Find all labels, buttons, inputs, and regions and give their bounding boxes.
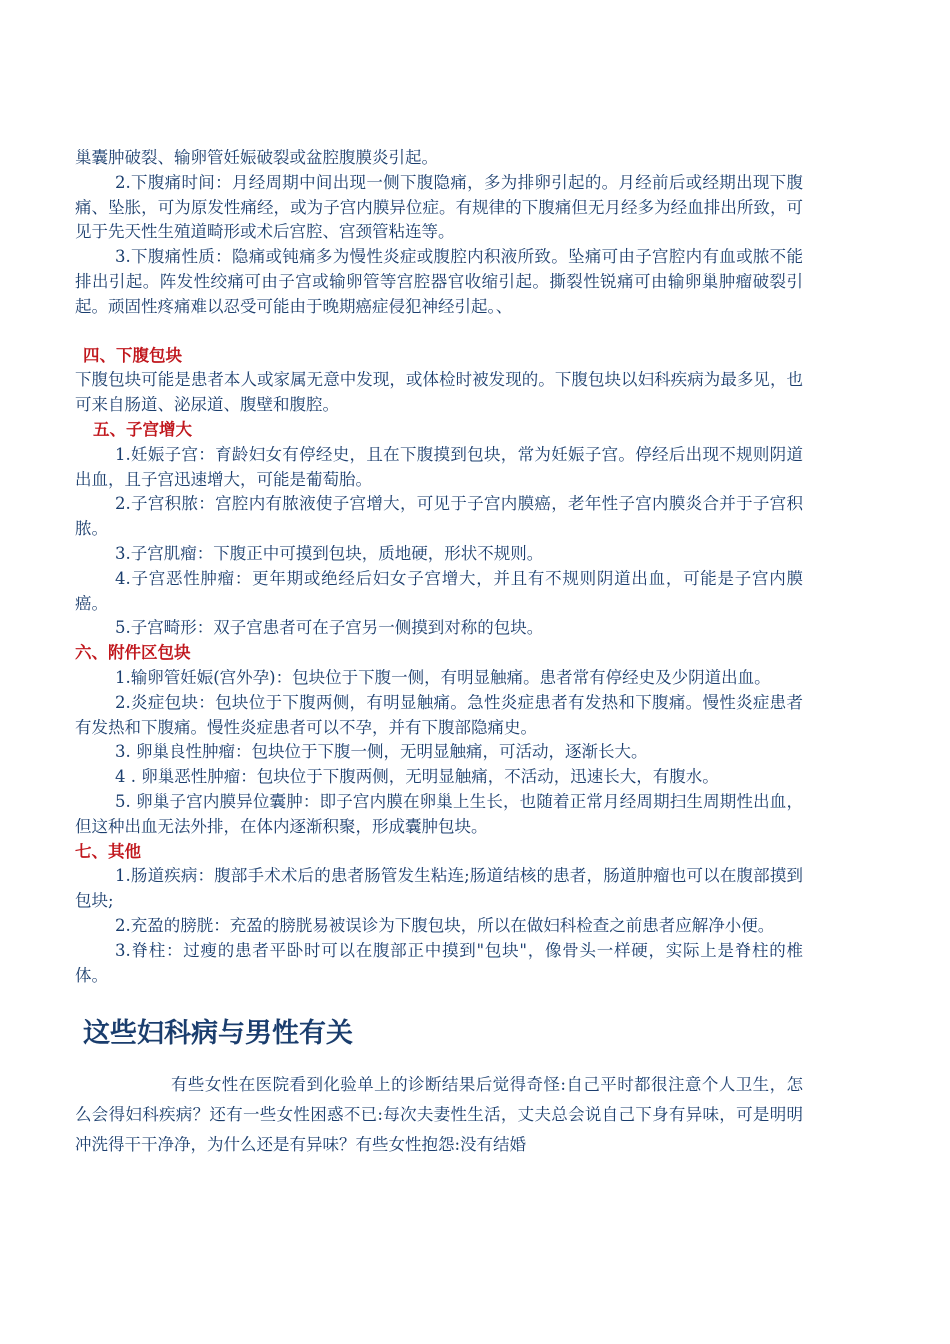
- paragraph: 1.肠道疾病：腹部手术术后的患者肠管发生粘连;肠道结核的患者，肠道肿瘤也可以在腹部摸到包块;: [75, 866, 803, 911]
- section-heading-6: 六、附件区包块: [75, 643, 191, 663]
- section-heading-5: 五、子宫增大: [93, 419, 192, 439]
- article-title: 这些妇科病与男性有关: [83, 1018, 353, 1050]
- paragraph: 3.子宫肌瘤：下腹正中可摸到包块，质地硬，形状不规则。: [115, 543, 544, 563]
- paragraph: 5.子宫畸形：双子宫患者可在子宫另一侧摸到对称的包块。: [115, 618, 544, 638]
- paragraph: 4.子宫恶性肿瘤：更年期或绝经后妇女子宫增大，并且有不规则阴道出血，可能是子宫内膜癌。: [75, 568, 803, 613]
- spacer: [75, 1052, 803, 1070]
- paragraph: 下腹包块可能是患者本人或家属无意中发现，或体检时被发现的。下腹包块以妇科疾病为最多见，也可来自肠道、泌尿道、腹壁和腹腔。: [75, 370, 803, 415]
- section-heading-4: 四、下腹包块: [83, 345, 182, 365]
- section-heading-7: 七、其他: [75, 841, 141, 861]
- paragraph: 1.妊娠子宫：育龄妇女有停经史，且在下腹摸到包块，常为妊娠子宫。停经后出现不规则阴道出血，且子宫迅速增大，可能是葡萄胎。: [75, 444, 803, 489]
- paragraph: 5. 卵巢子宫内膜异位囊肿：即子宫内膜在卵巢上生长，也随着正常月经周期扫生周期性出血，但这种出血无法外排，在体内逐渐积聚，形成囊肿包块。: [75, 791, 803, 836]
- spacer: [75, 320, 803, 344]
- paragraph: 3.脊柱：过瘦的患者平卧时可以在腹部正中摸到"包块"，像骨头一样硬，实际上是脊柱的椎体。: [75, 940, 803, 985]
- spacer: [75, 988, 803, 1016]
- paragraph: 3. 卵巢良性肿瘤：包块位于下腹一侧，无明显触痛，可活动，逐渐长大。: [115, 742, 648, 762]
- paragraph: 2.子宫积脓：宫腔内有脓液使子宫增大，可见于子宫内膜癌，老年性子宫内膜炎合并于子宫积脓。: [75, 494, 803, 539]
- paragraph: 2.下腹痛时间：月经周期中间出现一侧下腹隐痛，多为排卵引起的。月经前后或经期出现下腹痛、坠胀，可为原发性痛经，或为子宫内膜异位症。有规律的下腹痛但无月经多为经血排出所致，可见于先天性生殖道畸形或术后宫腔、宫颈管粘连等。: [75, 172, 803, 242]
- paragraph: 巢囊肿破裂、输卵管妊娠破裂或盆腔腹膜炎引起。: [75, 148, 438, 167]
- article-intro: 有些女性在医院看到化验单上的诊断结果后觉得奇怪:自己平时都很注意个人卫生，怎么会得妇科疾病？还有一些女性困惑不已:每次夫妻性生活，丈夫总会说自己下身有异味，可是明明冲洗得干干净净，为什么还是有异味？有些女性抱怨:没有结婚: [75, 1075, 803, 1155]
- paragraph: 2.炎症包块：包块位于下腹两侧，有明显触痛。急性炎症患者有发热和下腹痛。慢性炎症患者有发热和下腹痛。慢性炎症患者可以不孕，并有下腹部隐痛史。: [75, 692, 803, 737]
- document-body: [75, 146, 803, 1160]
- paragraph: 1.输卵管妊娠(宫外孕)：包块位于下腹一侧，有明显触痛。患者常有停经史及少阴道出血。: [115, 667, 771, 687]
- paragraph: 3.下腹痛性质：隐痛或钝痛多为慢性炎症或腹腔内积液所致。坠痛可由子宫腔内有血或脓不能排出引起。阵发性绞痛可由子宫或输卵管等宫腔器官收缩引起。撕裂性锐痛可由输卵巢肿瘤破裂引起。顽固性疼痛难以忍受可能由于晚期癌症侵犯神经引起。、: [75, 247, 803, 316]
- paragraph: 2.充盈的膀胱：充盈的膀胱易被误诊为下腹包块，所以在做妇科检查之前患者应解净小便。: [115, 915, 775, 935]
- paragraph: 4 . 卵巢恶性肿瘤：包块位于下腹两侧，无明显触痛，不活动，迅速长大，有腹水。: [115, 767, 719, 787]
